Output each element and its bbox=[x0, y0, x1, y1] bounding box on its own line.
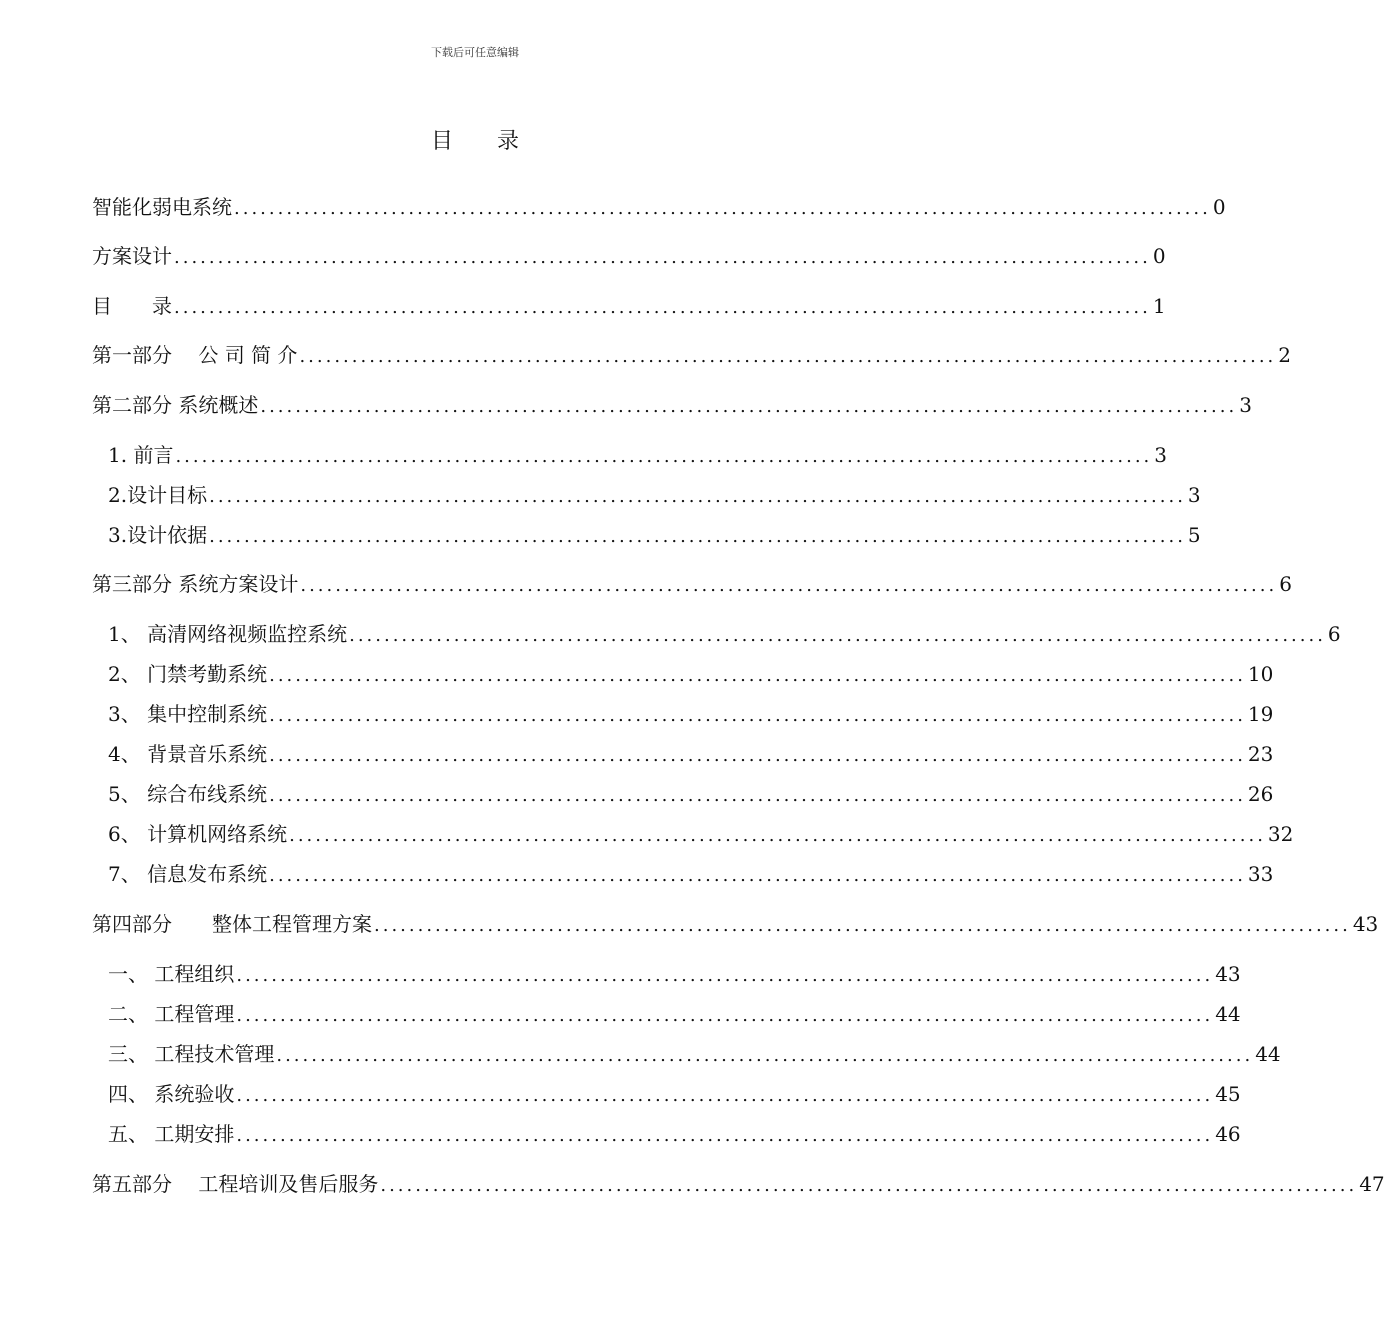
toc-entry-label: 三、 工程技术管理 bbox=[108, 1042, 275, 1066]
toc-leader-dots: ................................................................................................................ bbox=[269, 865, 1246, 886]
toc-leader-dots: ................................................................................................................ bbox=[300, 575, 1278, 596]
toc-entry-label: 1、 高清网络视频监控系统 bbox=[108, 622, 348, 646]
toc-leader-dots: ................................................................................................................ bbox=[236, 1085, 1214, 1106]
toc-entry[interactable] bbox=[108, 1120, 1241, 1148]
toc-entry[interactable] bbox=[108, 1000, 1241, 1028]
toc-entry[interactable] bbox=[108, 740, 1274, 768]
toc-leader-dots: ................................................................................................................ bbox=[269, 785, 1246, 806]
toc-entry[interactable] bbox=[108, 1040, 1281, 1068]
toc-entry-label: 第四部分 整体工程管理方案 bbox=[92, 912, 372, 936]
header-note: 下载后可任意编辑 bbox=[431, 46, 519, 59]
toc-leader-dots: ................................................................................................................ bbox=[175, 446, 1153, 467]
toc-entry[interactable] bbox=[108, 481, 1201, 509]
toc-entry-label: 3.设计依据 bbox=[108, 523, 208, 547]
toc-entry[interactable] bbox=[92, 570, 1292, 598]
toc-leader-dots: ................................................................................................................ bbox=[174, 297, 1151, 318]
toc-entry-page: 19 bbox=[1247, 702, 1274, 726]
toc-entry[interactable] bbox=[108, 820, 1294, 848]
toc-entry-label: 第三部分 系统方案设计 bbox=[92, 572, 299, 596]
toc-entry-page: 3 bbox=[1187, 483, 1201, 507]
toc-entry-page: 45 bbox=[1215, 1082, 1241, 1106]
toc-entry-page: 10 bbox=[1247, 662, 1274, 686]
toc-entry-label: 2.设计目标 bbox=[108, 483, 208, 507]
toc-entry-label: 3、 集中控制系统 bbox=[108, 702, 268, 726]
toc-entry-page: 3 bbox=[1239, 393, 1252, 417]
toc-entry[interactable] bbox=[108, 1080, 1241, 1108]
toc-entry-page: 43 bbox=[1215, 962, 1241, 986]
toc-leader-dots: ................................................................................................................ bbox=[269, 665, 1246, 686]
toc-entry-page: 46 bbox=[1215, 1122, 1241, 1146]
toc-entry-page: 44 bbox=[1215, 1002, 1241, 1026]
toc-entry-label: 五、 工期安排 bbox=[108, 1122, 235, 1146]
toc-leader-dots: ................................................................................................................ bbox=[236, 1125, 1214, 1146]
toc-leader-dots: ................................................................................................................ bbox=[289, 825, 1266, 846]
toc-entry-page: 6 bbox=[1327, 622, 1341, 646]
toc-entry[interactable] bbox=[92, 1170, 1385, 1198]
toc-entry-page: 0 bbox=[1152, 244, 1166, 268]
toc-leader-dots: ................................................................................................................ bbox=[209, 486, 1186, 507]
toc-entry-label: 1. 前言 bbox=[108, 443, 174, 467]
toc-entry[interactable] bbox=[92, 242, 1166, 270]
toc-entry[interactable] bbox=[108, 660, 1274, 688]
toc-entry-page: 26 bbox=[1247, 782, 1274, 806]
toc-leader-dots: ................................................................................................................ bbox=[299, 346, 1277, 367]
toc-entry-label: 2、 门禁考勤系统 bbox=[108, 662, 268, 686]
toc-leader-dots: ................................................................................................................ bbox=[269, 705, 1246, 726]
page-title-left: 目 bbox=[430, 129, 453, 154]
toc-entry-label: 四、 系统验收 bbox=[108, 1082, 235, 1106]
toc-leader-dots: ................................................................................................................ bbox=[174, 247, 1151, 268]
toc-entry-label: 一、 工程组织 bbox=[108, 962, 235, 986]
toc-entry-page: 6 bbox=[1279, 572, 1292, 596]
toc-entry-label: 第二部分 系统概述 bbox=[92, 393, 259, 417]
page-title bbox=[0, 124, 950, 155]
toc-entry-label: 6、 计算机网络系统 bbox=[108, 822, 288, 846]
toc-leader-dots: ................................................................................................................ bbox=[349, 625, 1326, 646]
toc-entry-label: 4、 背景音乐系统 bbox=[108, 742, 268, 766]
toc-entry-label: 5、 综合布线系统 bbox=[108, 782, 268, 806]
toc-entry[interactable] bbox=[108, 620, 1341, 648]
page-title-right: 录 bbox=[497, 129, 520, 154]
toc-leader-dots: ................................................................................................................ bbox=[380, 1175, 1358, 1196]
toc-entry-label: 第五部分 工程培训及售后服务 bbox=[92, 1172, 379, 1196]
toc-entry-page: 32 bbox=[1267, 822, 1294, 846]
toc-leader-dots: ................................................................................................................ bbox=[234, 198, 1211, 219]
toc-leader-dots: ................................................................................................................ bbox=[276, 1045, 1254, 1066]
toc-entry-label: 7、 信息发布系统 bbox=[108, 862, 268, 886]
toc-entry[interactable] bbox=[92, 341, 1291, 369]
toc-entry-label: 方案设计 bbox=[92, 244, 172, 268]
toc-entry-label: 二、 工程管理 bbox=[108, 1002, 235, 1026]
toc-entry-page: 3 bbox=[1154, 443, 1168, 467]
toc-entry[interactable] bbox=[108, 860, 1274, 888]
toc-entry-label: 智能化弱电系统 bbox=[92, 195, 232, 219]
toc-entry[interactable] bbox=[108, 780, 1274, 808]
toc-entry-page: 5 bbox=[1187, 523, 1201, 547]
toc-entry-page: 0 bbox=[1212, 195, 1226, 219]
toc-entry[interactable] bbox=[92, 292, 1166, 320]
toc-entry-page: 2 bbox=[1278, 343, 1291, 367]
toc-entry-page: 44 bbox=[1255, 1042, 1281, 1066]
toc-entry-label: 目 录 bbox=[92, 294, 172, 318]
toc-leader-dots: ................................................................................................................ bbox=[236, 1005, 1214, 1026]
toc-entry[interactable] bbox=[108, 521, 1201, 549]
toc-leader-dots: ................................................................................................................ bbox=[260, 396, 1238, 417]
toc-entry[interactable] bbox=[92, 193, 1226, 221]
toc-entry[interactable] bbox=[92, 391, 1252, 419]
toc-entry-page: 23 bbox=[1247, 742, 1274, 766]
toc-entry[interactable] bbox=[92, 910, 1379, 938]
toc-leader-dots: ................................................................................................................ bbox=[269, 745, 1246, 766]
toc-entry-page: 1 bbox=[1152, 294, 1166, 318]
toc-entry-label: 第一部分 公 司 简 介 bbox=[92, 343, 298, 367]
toc-entry[interactable] bbox=[108, 700, 1274, 728]
toc-entry-page: 47 bbox=[1359, 1172, 1385, 1196]
toc-leader-dots: ................................................................................................................ bbox=[374, 915, 1351, 936]
toc-entry[interactable] bbox=[108, 441, 1168, 469]
toc-leader-dots: ................................................................................................................ bbox=[209, 526, 1186, 547]
toc-entry-page: 43 bbox=[1352, 912, 1379, 936]
toc-entry-page: 33 bbox=[1247, 862, 1274, 886]
toc-entry[interactable] bbox=[108, 960, 1241, 988]
toc-leader-dots: ................................................................................................................ bbox=[236, 965, 1214, 986]
